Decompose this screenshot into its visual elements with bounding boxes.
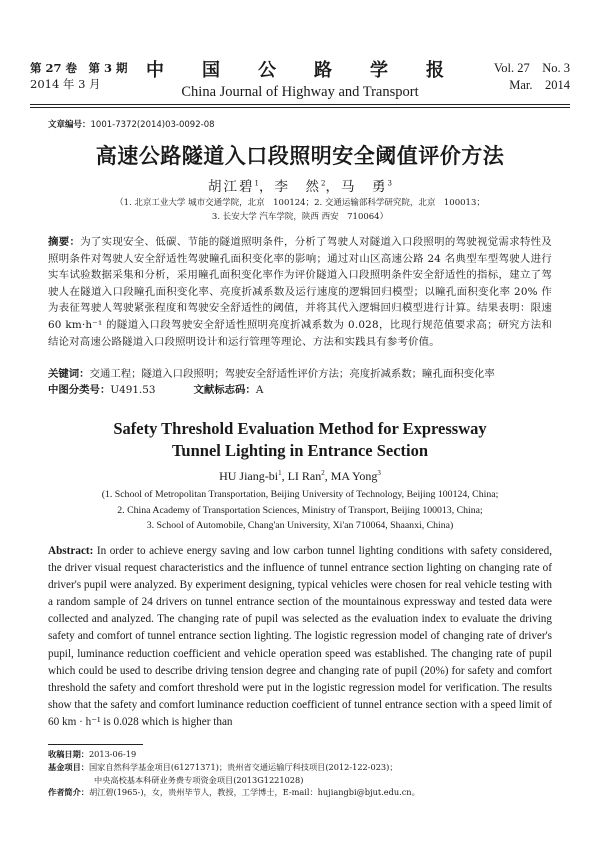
volume-issue-en: Vol. 27 No. 3	[493, 61, 570, 75]
footnotes	[48, 748, 570, 799]
keywords-label-cn: 关键词：	[48, 368, 90, 380]
date-en: Mar. 2014	[509, 78, 570, 92]
received-value: 2013-06-19	[88, 749, 137, 759]
affiliation-line: （1. 北京工业大学 城市交通学院，北京 100124；2. 交通运输部科学研究院，北京 100013；	[115, 198, 485, 208]
author-separator: ,	[281, 469, 288, 483]
abstract-label-cn: 摘要：	[48, 236, 81, 248]
author-name: 马 勇	[340, 179, 388, 195]
abstract-text-en: In order to achieve energy saving and low carbon tunnel lighting conditions with safety considered, the driver visual request characteristics and the influence of tunnel entrance section lighting on changing rate of driver's pupil were analyzed. By experiment designing, typical vehicles were chosen for real vehicle testing with a random sample of 24 drivers on tunnel entrance section of the mountainous expressway and tested data were collected and analyzed. The changing rate of pupil was selected as the evaluation index to evaluate the driving safety and comfort of tunnel entrance section lighting. The logistic regression model of changing rate of driver's pupil, luminance reduction coefficient and vehicle operation speed was established. The changing rate of pupil which could be used to describe driving tension degree and changing rate of pupil (20%) for safety and comfort threshold the safety and comfort threshold were put in the logistic regression model for verification. The results show that the safety and comfort luminance reduction coefficient of tunnel entrance section with a speed limit of 60 km · h⁻¹ is 0.028 which is higher than	[48, 545, 552, 728]
author-name: 胡江碧	[208, 179, 255, 195]
fund-line: 国家自然科学基金项目(61271371)；贵州省交通运输厅科技项目(2012-122-023)；	[88, 761, 398, 772]
header-rule-thin	[30, 107, 570, 108]
affiliation-line: (1. School of Metropolitan Transportation, Beijing University of Technology, Beijing 100124, China;	[101, 489, 499, 500]
footnote-fund	[48, 761, 570, 774]
title-en-line: Tunnel Lighting in Entrance Section	[171, 441, 429, 460]
journal-name-cn: 中 国 公 路 学 报	[146, 60, 454, 81]
author-affil-mark: 2	[321, 469, 325, 477]
article-number	[48, 118, 215, 130]
title-en-line: Safety Threshold Evaluation Method for Expressway	[113, 419, 487, 438]
volume-issue-cn: 第 27 卷 第 3 期	[30, 61, 128, 75]
header-right	[494, 60, 570, 94]
affiliations-cn	[0, 196, 600, 224]
author-separator: ,	[324, 469, 331, 483]
clc-value: U491.53	[110, 384, 156, 396]
abstract-cn	[48, 234, 552, 350]
abstract-label-en: Abstract:	[48, 545, 94, 557]
doc-code-value: A	[255, 384, 264, 396]
article-number-value: 1001-7372(2014)03-0092-08	[90, 120, 215, 130]
author-affil-mark: 3	[387, 179, 392, 188]
abstract-text-cn: 为了实现安全、低碳、节能的隧道照明条件，分析了驾驶人对隧道入口段照明的驾驶视觉需求特性及照明条件对驾驶人安全舒适性驾驶瞳孔面积变化率的影响；通过对山区高速公路 24 名典型车型驾驶人进行实车试验数据采集和分析，采用瞳孔面积变化率作为评价隧道入口段照明条件安全舒适性的指标，建立了驾驶人在隧道入口段瞳孔面积变化率、亮度折减系数及运行速度的逻辑回归模型；以瞳孔面积变化率 20% 作为表征驾驶人驾驶紧张程度和驾驶安全舒适性的阈值，并将其代入逻辑回归模型进行计算。结果表明：限速 60 km·h⁻¹ 的隧道入口段驾驶安全舒适性照明亮度折减系数为 0.028，比现行规范值要求高；研究方法和结论对高速公路隧道入口段照明设计和运行管理等理论、方法和实践具有参考价值。	[48, 236, 552, 348]
author-affil-mark: 2	[321, 179, 326, 188]
author-name: MA Yong	[330, 469, 378, 483]
author-name: 李 然	[274, 179, 322, 195]
author-bio-value: 胡江碧(1965-)，女，贵州毕节人，教授，工学博士，E-mail：hujiangbi@bjut.edu.cn。	[88, 787, 420, 798]
affiliation-line: 3. 长安大学 汽车学院，陕西 西安 710064）	[211, 212, 389, 222]
doc-code-label: 文献标志码：	[193, 384, 256, 396]
author-affil-mark: 3	[377, 469, 381, 477]
journal-name	[30, 60, 570, 102]
author-affil-mark: 1	[278, 469, 282, 477]
keywords-cn	[48, 366, 552, 382]
author-bio-label: 作者简介：	[48, 787, 89, 798]
author-affil-mark: 1	[254, 179, 260, 188]
footnote-received	[48, 748, 570, 761]
classification-cn	[48, 382, 552, 398]
clc-label: 中图分类号：	[48, 384, 111, 396]
date-cn: 2014 年 3 月	[30, 77, 101, 91]
affiliations-en	[0, 487, 600, 534]
title-en	[0, 418, 600, 462]
author-separator: ，	[325, 179, 341, 195]
affiliation-line: 3. School of Automobile, Chang'an University, Xi'an 710064, Shaanxi, China)	[146, 520, 454, 531]
fund-label: 基金项目：	[48, 761, 89, 772]
footnote-rule	[48, 744, 143, 745]
footnote-fund-cont	[48, 774, 570, 787]
journal-header	[30, 60, 570, 104]
author-name: HU Jiang-bi	[219, 469, 279, 483]
abstract-en	[48, 543, 552, 731]
authors-cn	[0, 175, 600, 195]
author-separator: ，	[259, 179, 275, 195]
header-rule-thick	[30, 104, 570, 105]
keywords-text-cn: 交通工程；隧道入口段照明；驾驶安全舒适性评价方法；亮度折减系数；瞳孔面积变化率	[89, 368, 495, 380]
article-number-label: 文章编号：	[48, 120, 91, 130]
fund-line: 中央高校基本科研业务费专项资金项目(2013G1221028)	[94, 774, 304, 785]
received-label: 收稿日期：	[48, 749, 89, 759]
affiliation-line: 2. China Academy of Transportation Sciences, Ministry of Transport, Beijing 100013, China;	[117, 504, 483, 516]
footnote-author	[48, 786, 570, 799]
authors-en	[0, 469, 600, 484]
author-name: LI Ran	[287, 469, 322, 483]
title-cn: 高速公路隧道入口段照明安全阈值评价方法	[95, 144, 505, 168]
journal-name-en: China Journal of Highway and Transport	[181, 84, 419, 100]
